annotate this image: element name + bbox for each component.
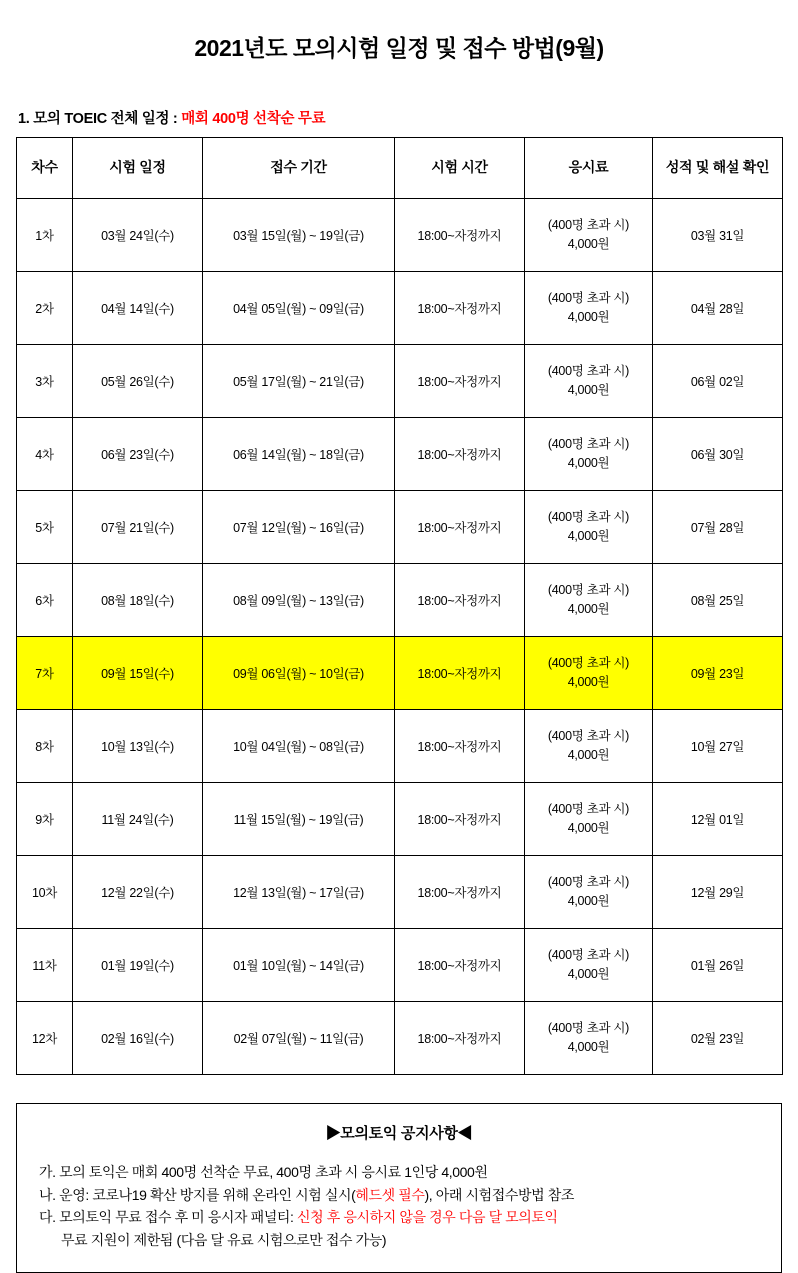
section-heading-label: 1. 모의 TOEIC 전체 일정 : [18,111,182,127]
cell-exam-date: 03월 24일(수) [73,199,203,272]
notice-line-b-red: 헤드셋 필수 [355,1186,425,1203]
cell-apply-period: 02월 07일(월) ~ 11일(금) [203,1002,395,1075]
notice-line-b [31,1184,767,1207]
cell-fee [525,710,653,783]
cell-result-date: 07월 28일 [653,491,783,564]
cell-exam-time: 18:00~자정까지 [395,345,525,418]
cell-fee [525,272,653,345]
table-row [17,345,783,418]
fee-condition: (400명 초과 시) [547,729,630,744]
cell-exam-date: 09월 15일(수) [73,637,203,710]
cell-exam-time: 18:00~자정까지 [395,199,525,272]
cell-exam-time: 18:00~자정까지 [395,929,525,1002]
column-header-result: 성적 및 해설 확인 [653,138,783,199]
cell-apply-period: 04월 05일(월) ~ 09일(금) [203,272,395,345]
cell-round: 2차 [17,272,73,345]
table-row [17,491,783,564]
cell-exam-date: 12월 22일(수) [73,856,203,929]
table-header-row [17,138,783,199]
cell-exam-date: 01월 19일(수) [73,929,203,1002]
cell-round: 11차 [17,929,73,1002]
cell-round: 1차 [17,199,73,272]
table-row [17,783,783,856]
cell-result-date: 10월 27일 [653,710,783,783]
cell-exam-time: 18:00~자정까지 [395,783,525,856]
fee-amount: 4,000원 [567,1040,610,1054]
cell-apply-period: 03월 15일(월) ~ 19일(금) [203,199,395,272]
schedule-table-body [17,199,783,1075]
cell-result-date: 01월 26일 [653,929,783,1002]
column-header-apply-period: 접수 기간 [203,138,395,199]
cell-apply-period: 09월 06일(월) ~ 10일(금) [203,637,395,710]
fee-amount: 4,000원 [567,383,610,397]
cell-round: 8차 [17,710,73,783]
notice-title: ▶모의토익 공지사항◀ [325,1125,473,1142]
cell-round: 7차 [17,637,73,710]
document-page [0,30,798,1265]
cell-exam-time: 18:00~자정까지 [395,491,525,564]
cell-exam-time: 18:00~자정까지 [395,710,525,783]
cell-result-date: 12월 29일 [653,856,783,929]
table-row [17,272,783,345]
notice-line-c-pre: 다. 모의토익 무료 접수 후 미 응시자 패널티: [39,1209,298,1226]
cell-exam-time: 18:00~자정까지 [395,856,525,929]
cell-exam-time: 18:00~자정까지 [395,272,525,345]
cell-fee [525,491,653,564]
cell-apply-period: 01월 10일(월) ~ 14일(금) [203,929,395,1002]
table-row [17,1002,783,1075]
table-row [17,199,783,272]
table-row [17,418,783,491]
cell-apply-period: 10월 04일(월) ~ 08일(금) [203,710,395,783]
fee-condition: (400명 초과 시) [547,1021,630,1036]
fee-amount: 4,000원 [567,602,610,616]
cell-exam-date: 06월 23일(수) [73,418,203,491]
cell-fee [525,1002,653,1075]
schedule-table [16,137,783,1075]
fee-condition: (400명 초과 시) [547,802,630,817]
cell-exam-date: 02월 16일(수) [73,1002,203,1075]
cell-fee [525,564,653,637]
cell-result-date: 04월 28일 [653,272,783,345]
cell-apply-period: 12월 13일(월) ~ 17일(금) [203,856,395,929]
fee-amount: 4,000원 [567,748,610,762]
column-header-exam-date: 시험 일정 [73,138,203,199]
fee-condition: (400명 초과 시) [547,364,630,379]
notice-line-a: 가. 모의 토익은 매회 400명 선착순 무료, 400명 초과 시 응시료 1인당 4,000원 [39,1164,488,1180]
cell-round: 5차 [17,491,73,564]
fee-condition: (400명 초과 시) [547,218,630,233]
cell-round: 10차 [17,856,73,929]
cell-exam-date: 10월 13일(수) [73,710,203,783]
cell-fee [525,856,653,929]
cell-round: 9차 [17,783,73,856]
notice-line-c [31,1206,767,1229]
cell-round: 6차 [17,564,73,637]
fee-amount: 4,000원 [567,529,610,543]
cell-fee [525,783,653,856]
cell-apply-period: 05월 17일(월) ~ 21일(금) [203,345,395,418]
table-row [17,710,783,783]
fee-condition: (400명 초과 시) [547,291,630,306]
cell-fee [525,199,653,272]
fee-condition: (400명 초과 시) [547,948,630,963]
cell-round: 4차 [17,418,73,491]
fee-condition: (400명 초과 시) [547,583,630,598]
table-row [17,856,783,929]
cell-result-date: 06월 30일 [653,418,783,491]
cell-fee [525,929,653,1002]
fee-amount: 4,000원 [567,675,610,689]
notice-line-b-post: ), 아래 시험접수방법 참조 [424,1186,575,1203]
fee-amount: 4,000원 [567,310,610,324]
table-row [17,564,783,637]
column-header-exam-time: 시험 시간 [395,138,525,199]
cell-round: 3차 [17,345,73,418]
cell-result-date: 12월 01일 [653,783,783,856]
cell-exam-time: 18:00~자정까지 [395,418,525,491]
notice-line-c-red: 신청 후 응시하지 않을 경우 다음 달 모의토익 [297,1209,558,1226]
cell-exam-time: 18:00~자정까지 [395,637,525,710]
notice-box [16,1103,782,1273]
fee-amount: 4,000원 [567,456,610,470]
fee-condition: (400명 초과 시) [547,656,630,671]
cell-exam-date: 08월 18일(수) [73,564,203,637]
notice-line-d: 무료 지원이 제한됨 (다음 달 유료 시험으로만 접수 가능) [61,1232,387,1249]
cell-exam-date: 04월 14일(수) [73,272,203,345]
column-header-fee: 응시료 [525,138,653,199]
column-header-round: 차수 [17,138,73,199]
cell-result-date: 02월 23일 [653,1002,783,1075]
cell-exam-date: 05월 26일(수) [73,345,203,418]
section-heading-highlight: 매회 400명 선착순 무료 [181,111,326,127]
fee-condition: (400명 초과 시) [547,510,630,525]
cell-apply-period: 08월 09일(월) ~ 13일(금) [203,564,395,637]
cell-result-date: 03월 31일 [653,199,783,272]
cell-exam-time: 18:00~자정까지 [395,564,525,637]
fee-amount: 4,000원 [567,967,610,981]
table-row [17,929,783,1002]
notice-line-b-pre: 나. 운영: 코로나19 확산 방지를 위해 온라인 시험 실시( [39,1186,356,1203]
cell-fee [525,637,653,710]
page-title: 2021년도 모의시험 일정 및 접수 방법(9월) [194,35,604,61]
cell-result-date: 08월 25일 [653,564,783,637]
cell-result-date: 06월 02일 [653,345,783,418]
fee-amount: 4,000원 [567,821,610,835]
cell-exam-time: 18:00~자정까지 [395,1002,525,1075]
cell-exam-date: 07월 21일(수) [73,491,203,564]
cell-exam-date: 11월 24일(수) [73,783,203,856]
cell-apply-period: 06월 14일(월) ~ 18일(금) [203,418,395,491]
cell-fee [525,418,653,491]
cell-apply-period: 11월 15일(월) ~ 19일(금) [203,783,395,856]
cell-fee [525,345,653,418]
fee-amount: 4,000원 [567,237,610,251]
table-row [17,637,783,710]
fee-amount: 4,000원 [567,894,610,908]
cell-round: 12차 [17,1002,73,1075]
cell-apply-period: 07월 12일(월) ~ 16일(금) [203,491,395,564]
cell-result-date: 09월 23일 [653,637,783,710]
fee-condition: (400명 초과 시) [547,437,630,452]
fee-condition: (400명 초과 시) [547,875,630,890]
section-heading [16,107,782,128]
